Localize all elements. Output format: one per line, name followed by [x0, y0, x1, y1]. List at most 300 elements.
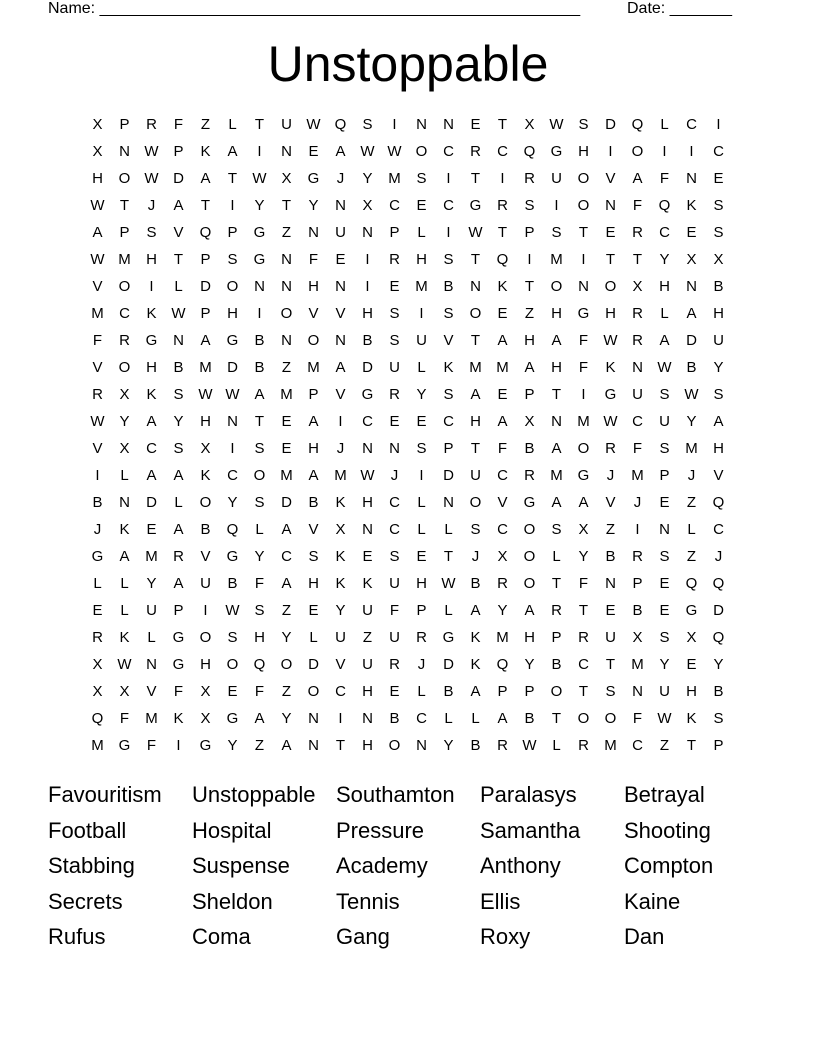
- grid-letter: K: [119, 629, 130, 646]
- grid-letter: K: [146, 305, 157, 322]
- grid-letter: M: [631, 467, 644, 484]
- grid-letter: A: [524, 359, 535, 376]
- grid-letter: S: [416, 440, 427, 457]
- grid-letter: R: [524, 170, 535, 187]
- grid-letter: O: [118, 359, 131, 376]
- grid-letter: O: [226, 656, 239, 673]
- grid-letter: X: [686, 251, 697, 268]
- grid-letter: L: [228, 116, 237, 133]
- word-list-item: Samantha: [480, 817, 581, 843]
- grid-letter: L: [417, 521, 426, 538]
- grid-letter: N: [173, 332, 184, 349]
- grid-letter: N: [551, 413, 562, 430]
- grid-letter: S: [659, 386, 670, 403]
- grid-letter: V: [605, 494, 616, 511]
- grid-letter: T: [227, 170, 238, 187]
- grid-letter: Z: [281, 224, 292, 241]
- grid-letter: I: [419, 467, 424, 484]
- grid-letter: K: [146, 386, 157, 403]
- grid-letter: A: [173, 197, 184, 214]
- grid-letter: M: [388, 170, 401, 187]
- word-list-row: [48, 919, 768, 955]
- grid-letter: O: [577, 170, 590, 187]
- grid-letter: G: [118, 737, 131, 754]
- grid-letter: H: [362, 494, 373, 511]
- grid-letter: E: [335, 251, 346, 268]
- grid-letter: E: [713, 170, 724, 187]
- grid-letter: O: [199, 629, 212, 646]
- grid-letter: D: [173, 170, 184, 187]
- grid-letter: D: [605, 116, 616, 133]
- grid-letter: I: [365, 251, 370, 268]
- grid-letter: H: [713, 305, 724, 322]
- grid-letter: F: [308, 251, 319, 268]
- grid-letter: O: [226, 278, 239, 295]
- grid-letter: I: [716, 116, 721, 133]
- grid-letter: N: [308, 224, 319, 241]
- word-list-row: [48, 884, 768, 920]
- grid-letter: X: [335, 521, 346, 538]
- grid-letter: L: [444, 602, 453, 619]
- grid-row: [84, 219, 732, 246]
- grid-letter: E: [659, 494, 670, 511]
- grid-letter: Q: [496, 656, 509, 673]
- grid-letter: A: [470, 386, 481, 403]
- grid-letter: G: [226, 548, 239, 565]
- grid-letter: E: [659, 602, 670, 619]
- grid-letter: S: [254, 602, 265, 619]
- grid-letter: T: [173, 251, 184, 268]
- grid-letter: W: [522, 737, 537, 754]
- grid-row: [84, 246, 732, 273]
- grid-letter: E: [416, 548, 427, 565]
- word-list-row: [48, 813, 768, 849]
- grid-letter: F: [92, 332, 103, 349]
- grid-letter: N: [470, 278, 481, 295]
- grid-letter: K: [686, 197, 697, 214]
- grid-letter: A: [146, 413, 157, 430]
- grid-letter: Q: [91, 710, 104, 727]
- grid-letter: D: [227, 359, 238, 376]
- grid-letter: I: [500, 170, 505, 187]
- grid-letter: M: [415, 278, 428, 295]
- grid-letter: Z: [605, 521, 616, 538]
- grid-letter: E: [362, 548, 373, 565]
- grid-letter: F: [119, 710, 130, 727]
- grid-letter: X: [281, 170, 292, 187]
- grid-letter: D: [686, 332, 697, 349]
- grid-letter: I: [338, 710, 343, 727]
- grid-letter: W: [657, 359, 672, 376]
- grid-letter: N: [335, 278, 346, 295]
- grid-row: [84, 489, 732, 516]
- grid-letter: W: [90, 197, 105, 214]
- grid-letter: L: [120, 602, 129, 619]
- grid-letter: G: [253, 224, 266, 241]
- word-search-grid: [84, 111, 732, 759]
- grid-letter: I: [446, 224, 451, 241]
- grid-letter: N: [335, 197, 346, 214]
- grid-letter: X: [92, 143, 103, 160]
- grid-row: [84, 516, 732, 543]
- grid-letter: A: [578, 494, 589, 511]
- grid-letter: K: [335, 494, 346, 511]
- grid-letter: H: [578, 143, 589, 160]
- grid-letter: S: [389, 548, 400, 565]
- grid-letter: W: [360, 143, 375, 160]
- grid-letter: C: [362, 413, 373, 430]
- grid-letter: J: [687, 467, 696, 484]
- grid-letter: K: [335, 548, 346, 565]
- grid-letter: W: [225, 602, 240, 619]
- grid-letter: T: [281, 197, 292, 214]
- grid-letter: V: [308, 521, 319, 538]
- grid-letter: Q: [253, 656, 266, 673]
- grid-letter: S: [254, 440, 265, 457]
- grid-letter: Q: [334, 116, 347, 133]
- grid-letter: X: [497, 548, 508, 565]
- grid-letter: P: [200, 251, 211, 268]
- grid-letter: M: [307, 359, 320, 376]
- grid-letter: H: [200, 656, 211, 673]
- grid-letter: A: [200, 170, 211, 187]
- grid-letter: U: [551, 170, 562, 187]
- grid-letter: X: [632, 629, 643, 646]
- grid-letter: H: [551, 359, 562, 376]
- grid-letter: P: [713, 737, 724, 754]
- grid-letter: Q: [631, 116, 644, 133]
- grid-letter: I: [176, 737, 181, 754]
- grid-letter: O: [550, 683, 563, 700]
- grid-letter: S: [146, 224, 157, 241]
- grid-letter: S: [551, 224, 562, 241]
- grid-letter: L: [255, 521, 264, 538]
- grid-letter: L: [120, 467, 129, 484]
- grid-letter: C: [389, 521, 400, 538]
- word-list-item: Compton: [624, 853, 714, 879]
- grid-letter: V: [335, 386, 346, 403]
- grid-letter: B: [605, 548, 616, 565]
- grid-row: [84, 732, 732, 759]
- grid-letter: L: [444, 521, 453, 538]
- grid-letter: H: [146, 359, 157, 376]
- grid-letter: R: [632, 224, 643, 241]
- page-title: Unstoppable: [267, 36, 549, 92]
- grid-letter: Z: [281, 683, 292, 700]
- grid-row: [84, 408, 732, 435]
- grid-letter: A: [659, 332, 670, 349]
- word-list-item: Football: [48, 817, 127, 843]
- grid-letter: I: [230, 197, 235, 214]
- grid-letter: Y: [713, 359, 724, 376]
- grid-letter: N: [119, 494, 130, 511]
- grid-letter: S: [389, 305, 400, 322]
- grid-letter: T: [605, 251, 616, 268]
- grid-letter: G: [91, 548, 104, 565]
- grid-letter: E: [497, 305, 508, 322]
- grid-letter: U: [281, 116, 292, 133]
- grid-letter: T: [551, 386, 562, 403]
- grid-letter: V: [173, 224, 184, 241]
- grid-letter: H: [254, 629, 265, 646]
- grid-letter: E: [227, 683, 238, 700]
- grid-letter: R: [605, 440, 616, 457]
- grid-row: [84, 624, 732, 651]
- grid-letter: L: [174, 278, 183, 295]
- grid-letter: O: [280, 305, 293, 322]
- grid-letter: U: [632, 386, 643, 403]
- date-field-label: Date: _______: [627, 0, 732, 17]
- word-list: [48, 777, 768, 955]
- grid-letter: Y: [578, 548, 589, 565]
- grid-letter: N: [281, 332, 292, 349]
- grid-letter: C: [632, 737, 643, 754]
- grid-letter: U: [389, 575, 400, 592]
- grid-letter: M: [91, 305, 104, 322]
- grid-letter: B: [713, 683, 724, 700]
- grid-letter: Y: [713, 656, 724, 673]
- grid-letter: T: [686, 737, 697, 754]
- grid-letter: G: [685, 602, 698, 619]
- grid-letter: Y: [119, 413, 130, 430]
- grid-letter: N: [362, 224, 373, 241]
- grid-letter: N: [632, 683, 643, 700]
- grid-letter: S: [416, 170, 427, 187]
- grid-letter: U: [335, 629, 346, 646]
- grid-letter: K: [443, 359, 454, 376]
- grid-letter: A: [497, 413, 508, 430]
- grid-letter: T: [443, 548, 454, 565]
- grid-letter: C: [389, 197, 400, 214]
- grid-letter: U: [362, 656, 373, 673]
- grid-letter: F: [578, 575, 589, 592]
- grid-letter: B: [443, 683, 454, 700]
- grid-letter: B: [92, 494, 103, 511]
- grid-letter: O: [631, 143, 644, 160]
- word-list-item: Secrets: [48, 888, 123, 914]
- grid-letter: W: [117, 656, 132, 673]
- word-list-item: Anthony: [480, 853, 561, 879]
- grid-letter: Y: [254, 197, 265, 214]
- grid-row: [84, 462, 732, 489]
- grid-letter: A: [551, 440, 562, 457]
- grid-letter: I: [554, 197, 559, 214]
- grid-letter: Z: [281, 359, 292, 376]
- grid-letter: U: [416, 332, 427, 349]
- grid-letter: T: [470, 251, 481, 268]
- grid-letter: S: [389, 332, 400, 349]
- grid-letter: T: [551, 710, 562, 727]
- grid-letter: G: [145, 332, 158, 349]
- grid-letter: L: [147, 629, 156, 646]
- grid-letter: K: [200, 143, 211, 160]
- grid-letter: W: [225, 386, 240, 403]
- word-list-item: Favouritism: [48, 782, 162, 808]
- grid-letter: J: [606, 467, 615, 484]
- grid-letter: W: [360, 467, 375, 484]
- grid-letter: X: [119, 683, 130, 700]
- grid-letter: Q: [712, 575, 725, 592]
- grid-letter: Q: [496, 251, 509, 268]
- word-list-item: Southamton: [336, 782, 455, 808]
- grid-letter: M: [550, 467, 563, 484]
- grid-letter: J: [417, 656, 426, 673]
- grid-letter: C: [335, 683, 346, 700]
- grid-letter: P: [524, 224, 535, 241]
- grid-letter: G: [604, 386, 617, 403]
- grid-letter: M: [496, 359, 509, 376]
- word-list-item: Academy: [336, 853, 428, 879]
- grid-letter: N: [119, 143, 130, 160]
- grid-letter: N: [605, 575, 616, 592]
- grid-letter: D: [146, 494, 157, 511]
- grid-letter: H: [362, 305, 373, 322]
- word-list-item: Coma: [192, 924, 251, 950]
- grid-letter: O: [604, 710, 617, 727]
- grid-letter: A: [308, 413, 319, 430]
- grid-letter: C: [659, 224, 670, 241]
- grid-letter: P: [173, 143, 184, 160]
- grid-letter: A: [497, 332, 508, 349]
- grid-letter: T: [497, 224, 508, 241]
- grid-letter: W: [441, 575, 456, 592]
- word-list-item: Dan: [624, 924, 665, 950]
- grid-letter: E: [389, 683, 400, 700]
- grid-letter: Q: [712, 629, 725, 646]
- grid-letter: V: [605, 170, 616, 187]
- grid-letter: W: [171, 305, 186, 322]
- grid-letter: A: [281, 737, 292, 754]
- grid-letter: S: [713, 386, 724, 403]
- grid-letter: E: [281, 413, 292, 430]
- grid-letter: G: [226, 332, 239, 349]
- grid-letter: H: [551, 305, 562, 322]
- grid-letter: B: [362, 332, 373, 349]
- grid-letter: L: [471, 710, 480, 727]
- grid-letter: W: [198, 386, 213, 403]
- word-list-item: Shooting: [624, 817, 711, 843]
- grid-letter: F: [173, 683, 184, 700]
- grid-letter: U: [389, 629, 400, 646]
- word-list-item: Stabbing: [48, 853, 135, 879]
- grid-letter: X: [632, 278, 643, 295]
- grid-letter: N: [605, 197, 616, 214]
- grid-letter: I: [662, 143, 667, 160]
- grid-letter: N: [335, 332, 346, 349]
- grid-letter: A: [470, 683, 481, 700]
- grid-letter: K: [200, 467, 211, 484]
- grid-letter: G: [307, 170, 320, 187]
- grid-letter: I: [257, 143, 262, 160]
- grid-letter: O: [253, 467, 266, 484]
- grid-letter: A: [281, 575, 292, 592]
- grid-letter: G: [361, 386, 374, 403]
- grid-letter: S: [524, 197, 535, 214]
- grid-letter: K: [470, 656, 481, 673]
- grid-letter: W: [603, 332, 618, 349]
- grid-letter: Y: [686, 413, 697, 430]
- grid-letter: C: [713, 143, 724, 160]
- grid-letter: K: [470, 629, 481, 646]
- grid-letter: H: [470, 413, 481, 430]
- grid-letter: F: [632, 197, 643, 214]
- grid-letter: E: [686, 224, 697, 241]
- grid-letter: C: [632, 413, 643, 430]
- grid-letter: A: [254, 386, 265, 403]
- grid-letter: B: [524, 440, 535, 457]
- grid-letter: B: [443, 278, 454, 295]
- grid-letter: Q: [199, 224, 212, 241]
- grid-letter: L: [417, 683, 426, 700]
- grid-letter: A: [119, 548, 130, 565]
- grid-letter: L: [417, 494, 426, 511]
- grid-letter: L: [174, 494, 183, 511]
- word-list-item: Betrayal: [624, 782, 705, 808]
- word-list-item: Rufus: [48, 924, 106, 950]
- grid-letter: L: [417, 359, 426, 376]
- grid-letter: E: [659, 575, 670, 592]
- grid-row: [84, 165, 732, 192]
- grid-letter: G: [550, 143, 563, 160]
- grid-letter: A: [551, 494, 562, 511]
- grid-letter: S: [659, 548, 670, 565]
- grid-letter: M: [91, 737, 104, 754]
- grid-letter: D: [443, 656, 454, 673]
- grid-row: [84, 381, 732, 408]
- grid-letter: C: [497, 467, 508, 484]
- grid-letter: N: [308, 737, 319, 754]
- grid-letter: O: [118, 278, 131, 295]
- grid-letter: J: [336, 170, 345, 187]
- grid-letter: S: [173, 440, 184, 457]
- grid-letter: T: [200, 197, 211, 214]
- grid-letter: O: [604, 278, 617, 295]
- grid-letter: H: [308, 278, 319, 295]
- grid-letter: Y: [146, 575, 157, 592]
- grid-letter: P: [227, 224, 238, 241]
- grid-letter: Y: [659, 656, 670, 673]
- grid-letter: E: [497, 386, 508, 403]
- grid-letter: T: [578, 602, 589, 619]
- grid-letter: D: [443, 467, 454, 484]
- grid-letter: X: [92, 656, 103, 673]
- grid-letter: C: [146, 440, 157, 457]
- grid-letter: A: [92, 224, 103, 241]
- grid-letter: G: [226, 710, 239, 727]
- grid-letter: W: [684, 386, 699, 403]
- grid-letter: M: [118, 251, 131, 268]
- grid-letter: G: [172, 629, 185, 646]
- grid-letter: F: [254, 575, 265, 592]
- grid-letter: A: [173, 521, 184, 538]
- grid-letter: W: [468, 224, 483, 241]
- grid-letter: Y: [281, 629, 292, 646]
- word-list-row: [48, 848, 768, 884]
- grid-letter: C: [443, 197, 454, 214]
- grid-letter: M: [280, 467, 293, 484]
- grid-letter: J: [336, 440, 345, 457]
- grid-letter: U: [659, 413, 670, 430]
- grid-letter: E: [416, 413, 427, 430]
- grid-letter: G: [253, 251, 266, 268]
- grid-letter: Y: [497, 602, 508, 619]
- grid-letter: V: [200, 548, 211, 565]
- grid-letter: I: [230, 440, 235, 457]
- grid-letter: W: [603, 413, 618, 430]
- grid-letter: Q: [523, 143, 536, 160]
- grid-letter: X: [92, 683, 103, 700]
- grid-letter: I: [689, 143, 694, 160]
